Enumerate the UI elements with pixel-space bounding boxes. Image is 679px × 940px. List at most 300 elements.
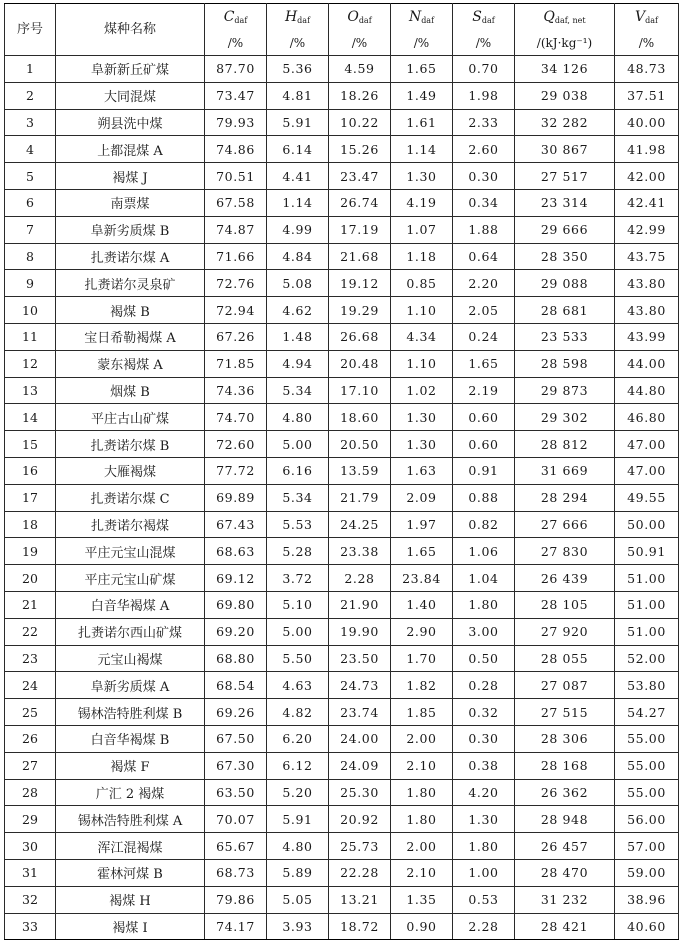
value-cell: 4.63 <box>267 672 329 699</box>
row-index: 9 <box>5 270 56 297</box>
value-cell: 73.47 <box>205 82 267 109</box>
table-row <box>5 833 679 860</box>
value-cell: 55.00 <box>615 752 679 779</box>
header-col: $S_{daf}$ /% <box>453 4 515 56</box>
row-index: 5 <box>5 163 56 190</box>
header-col: $H_{daf}$ /% <box>267 4 329 56</box>
table-row <box>5 672 679 699</box>
value-cell: 1.30 <box>391 431 453 458</box>
value-cell: 59.00 <box>615 859 679 886</box>
value-cell: 20.92 <box>329 806 391 833</box>
table-row <box>5 56 679 83</box>
value-cell: 0.28 <box>453 672 515 699</box>
value-cell: 67.43 <box>205 511 267 538</box>
value-cell: 79.86 <box>205 886 267 913</box>
value-cell: 24.00 <box>329 725 391 752</box>
table-row <box>5 779 679 806</box>
coal-name: 扎赉诺尔煤 A <box>56 243 205 270</box>
value-cell: 49.55 <box>615 484 679 511</box>
row-index: 25 <box>5 699 56 726</box>
value-cell: 0.50 <box>453 645 515 672</box>
value-cell: 1.30 <box>453 806 515 833</box>
table-row <box>5 886 679 913</box>
value-cell: 2.10 <box>391 859 453 886</box>
coal-name: 霍林河煤 B <box>56 859 205 886</box>
value-cell: 6.16 <box>267 457 329 484</box>
value-cell: 68.63 <box>205 538 267 565</box>
coal-name: 褐煤 B <box>56 297 205 324</box>
value-cell: 0.64 <box>453 243 515 270</box>
row-index: 15 <box>5 431 56 458</box>
value-cell: 0.60 <box>453 431 515 458</box>
table-row <box>5 377 679 404</box>
value-cell: 0.30 <box>453 163 515 190</box>
header-col: $V_{daf}$ /% <box>615 4 679 56</box>
value-cell: 72.60 <box>205 431 267 458</box>
value-cell: 28 294 <box>515 484 615 511</box>
value-cell: 71.66 <box>205 243 267 270</box>
coal-name: 平庄古山矿煤 <box>56 404 205 431</box>
value-cell: 28 306 <box>515 725 615 752</box>
value-cell: 2.00 <box>391 725 453 752</box>
value-cell: 6.20 <box>267 725 329 752</box>
value-cell: 28 105 <box>515 591 615 618</box>
value-cell: 18.60 <box>329 404 391 431</box>
value-cell: 1.02 <box>391 377 453 404</box>
value-cell: 4.94 <box>267 350 329 377</box>
value-cell: 31 232 <box>515 886 615 913</box>
value-cell: 53.80 <box>615 672 679 699</box>
table-row <box>5 431 679 458</box>
coal-name: 褐煤 F <box>56 752 205 779</box>
value-cell: 74.70 <box>205 404 267 431</box>
value-cell: 41.98 <box>615 136 679 163</box>
value-cell: 46.80 <box>615 404 679 431</box>
header-col: $O_{daf}$ /% <box>329 4 391 56</box>
value-cell: 52.00 <box>615 645 679 672</box>
value-cell: 1.80 <box>391 806 453 833</box>
value-cell: 5.91 <box>267 109 329 136</box>
value-cell: 1.70 <box>391 645 453 672</box>
value-cell: 44.00 <box>615 350 679 377</box>
value-cell: 4.82 <box>267 699 329 726</box>
value-cell: 67.30 <box>205 752 267 779</box>
row-index: 20 <box>5 565 56 592</box>
value-cell: 50.00 <box>615 511 679 538</box>
value-cell: 19.12 <box>329 270 391 297</box>
coal-name: 平庄元宝山混煤 <box>56 538 205 565</box>
coal-name: 褐煤 H <box>56 886 205 913</box>
value-cell: 17.19 <box>329 216 391 243</box>
value-cell: 51.00 <box>615 565 679 592</box>
value-cell: 63.50 <box>205 779 267 806</box>
value-cell: 2.28 <box>453 913 515 940</box>
row-index: 31 <box>5 859 56 886</box>
value-cell: 68.54 <box>205 672 267 699</box>
value-cell: 44.80 <box>615 377 679 404</box>
value-cell: 1.14 <box>391 136 453 163</box>
value-cell: 0.88 <box>453 484 515 511</box>
value-cell: 38.96 <box>615 886 679 913</box>
value-cell: 5.50 <box>267 645 329 672</box>
coal-properties-table <box>4 3 679 940</box>
table-row <box>5 565 679 592</box>
value-cell: 18.26 <box>329 82 391 109</box>
row-index: 11 <box>5 323 56 350</box>
coal-name: 元宝山褐煤 <box>56 645 205 672</box>
value-cell: 27 920 <box>515 618 615 645</box>
value-cell: 43.80 <box>615 297 679 324</box>
value-cell: 23.47 <box>329 163 391 190</box>
row-index: 6 <box>5 189 56 216</box>
value-cell: 0.82 <box>453 511 515 538</box>
coal-name: 扎赉诺尔褐煤 <box>56 511 205 538</box>
coal-name: 阜新劣质煤 B <box>56 216 205 243</box>
row-index: 27 <box>5 752 56 779</box>
table-row <box>5 484 679 511</box>
row-index: 33 <box>5 913 56 940</box>
table-row <box>5 618 679 645</box>
value-cell: 1.63 <box>391 457 453 484</box>
coal-name: 白音华褐煤 A <box>56 591 205 618</box>
value-cell: 2.00 <box>391 833 453 860</box>
value-cell: 26.68 <box>329 323 391 350</box>
table-body <box>5 56 679 940</box>
coal-name: 烟煤 B <box>56 377 205 404</box>
value-cell: 4.81 <box>267 82 329 109</box>
value-cell: 0.60 <box>453 404 515 431</box>
value-cell: 1.80 <box>453 591 515 618</box>
row-index: 16 <box>5 457 56 484</box>
value-cell: 25.30 <box>329 779 391 806</box>
value-cell: 1.98 <box>453 82 515 109</box>
coal-name: 宝日希勒褐煤 A <box>56 323 205 350</box>
value-cell: 13.59 <box>329 457 391 484</box>
value-cell: 51.00 <box>615 618 679 645</box>
value-cell: 27 087 <box>515 672 615 699</box>
value-cell: 71.85 <box>205 350 267 377</box>
value-cell: 3.93 <box>267 913 329 940</box>
row-index: 18 <box>5 511 56 538</box>
value-cell: 1.30 <box>391 163 453 190</box>
value-cell: 34 126 <box>515 56 615 83</box>
coal-name: 蒙东褐煤 A <box>56 350 205 377</box>
table-row <box>5 350 679 377</box>
value-cell: 4.20 <box>453 779 515 806</box>
value-cell: 74.36 <box>205 377 267 404</box>
value-cell: 27 830 <box>515 538 615 565</box>
value-cell: 1.06 <box>453 538 515 565</box>
value-cell: 0.32 <box>453 699 515 726</box>
value-cell: 27 517 <box>515 163 615 190</box>
table-row <box>5 297 679 324</box>
header-coal-name: 煤种名称 <box>56 4 205 56</box>
value-cell: 72.76 <box>205 270 267 297</box>
value-cell: 48.73 <box>615 56 679 83</box>
row-index: 32 <box>5 886 56 913</box>
table-header <box>5 4 679 56</box>
coal-name: 上都混煤 A <box>56 136 205 163</box>
value-cell: 2.09 <box>391 484 453 511</box>
value-cell: 1.80 <box>453 833 515 860</box>
value-cell: 3.00 <box>453 618 515 645</box>
value-cell: 4.19 <box>391 189 453 216</box>
value-cell: 40.60 <box>615 913 679 940</box>
row-index: 17 <box>5 484 56 511</box>
coal-name: 广汇 2 褐煤 <box>56 779 205 806</box>
table-row <box>5 216 679 243</box>
value-cell: 0.38 <box>453 752 515 779</box>
value-cell: 27 515 <box>515 699 615 726</box>
value-cell: 28 812 <box>515 431 615 458</box>
coal-name: 扎赉诺尔西山矿煤 <box>56 618 205 645</box>
value-cell: 31 669 <box>515 457 615 484</box>
coal-name: 大雁褐煤 <box>56 457 205 484</box>
value-cell: 15.26 <box>329 136 391 163</box>
coal-name: 扎赉诺尔煤 C <box>56 484 205 511</box>
value-cell: 74.17 <box>205 913 267 940</box>
coal-name: 阜新劣质煤 A <box>56 672 205 699</box>
value-cell: 5.05 <box>267 886 329 913</box>
table-row <box>5 645 679 672</box>
value-cell: 1.82 <box>391 672 453 699</box>
value-cell: 0.53 <box>453 886 515 913</box>
value-cell: 5.28 <box>267 538 329 565</box>
value-cell: 87.70 <box>205 56 267 83</box>
value-cell: 26 439 <box>515 565 615 592</box>
value-cell: 43.80 <box>615 270 679 297</box>
value-cell: 2.20 <box>453 270 515 297</box>
value-cell: 43.75 <box>615 243 679 270</box>
value-cell: 4.99 <box>267 216 329 243</box>
value-cell: 24.25 <box>329 511 391 538</box>
value-cell: 4.84 <box>267 243 329 270</box>
coal-name: 阜新新丘矿煤 <box>56 56 205 83</box>
value-cell: 2.90 <box>391 618 453 645</box>
value-cell: 23 533 <box>515 323 615 350</box>
value-cell: 26 362 <box>515 779 615 806</box>
value-cell: 68.80 <box>205 645 267 672</box>
value-cell: 23.38 <box>329 538 391 565</box>
value-cell: 0.90 <box>391 913 453 940</box>
coal-name: 大同混煤 <box>56 82 205 109</box>
value-cell: 2.28 <box>329 565 391 592</box>
table-row <box>5 752 679 779</box>
row-index: 24 <box>5 672 56 699</box>
value-cell: 0.70 <box>453 56 515 83</box>
table-row <box>5 323 679 350</box>
table-row <box>5 136 679 163</box>
value-cell: 70.07 <box>205 806 267 833</box>
value-cell: 5.34 <box>267 377 329 404</box>
value-cell: 1.80 <box>391 779 453 806</box>
value-cell: 1.35 <box>391 886 453 913</box>
row-index: 26 <box>5 725 56 752</box>
row-index: 10 <box>5 297 56 324</box>
value-cell: 1.40 <box>391 591 453 618</box>
coal-name: 锡林浩特胜利煤 B <box>56 699 205 726</box>
coal-name: 平庄元宝山矿煤 <box>56 565 205 592</box>
value-cell: 1.30 <box>391 404 453 431</box>
value-cell: 21.68 <box>329 243 391 270</box>
value-cell: 1.10 <box>391 297 453 324</box>
value-cell: 5.00 <box>267 431 329 458</box>
value-cell: 19.90 <box>329 618 391 645</box>
value-cell: 28 948 <box>515 806 615 833</box>
coal-name: 南票煤 <box>56 189 205 216</box>
coal-name: 褐煤 J <box>56 163 205 190</box>
value-cell: 1.88 <box>453 216 515 243</box>
value-cell: 1.97 <box>391 511 453 538</box>
row-index: 19 <box>5 538 56 565</box>
value-cell: 42.99 <box>615 216 679 243</box>
value-cell: 42.00 <box>615 163 679 190</box>
value-cell: 50.91 <box>615 538 679 565</box>
value-cell: 72.94 <box>205 297 267 324</box>
value-cell: 79.93 <box>205 109 267 136</box>
coal-name: 白音华褐煤 B <box>56 725 205 752</box>
row-index: 29 <box>5 806 56 833</box>
value-cell: 3.72 <box>267 565 329 592</box>
coal-name: 锡林浩特胜利煤 A <box>56 806 205 833</box>
value-cell: 30 867 <box>515 136 615 163</box>
value-cell: 0.24 <box>453 323 515 350</box>
value-cell: 1.00 <box>453 859 515 886</box>
value-cell: 40.00 <box>615 109 679 136</box>
value-cell: 1.65 <box>453 350 515 377</box>
table-row <box>5 699 679 726</box>
value-cell: 67.58 <box>205 189 267 216</box>
row-index: 21 <box>5 591 56 618</box>
coal-name: 褐煤 I <box>56 913 205 940</box>
value-cell: 1.14 <box>267 189 329 216</box>
table-row <box>5 538 679 565</box>
value-cell: 43.99 <box>615 323 679 350</box>
value-cell: 67.26 <box>205 323 267 350</box>
value-cell: 74.86 <box>205 136 267 163</box>
value-cell: 1.18 <box>391 243 453 270</box>
value-cell: 23 314 <box>515 189 615 216</box>
row-index: 28 <box>5 779 56 806</box>
value-cell: 2.10 <box>391 752 453 779</box>
value-cell: 13.21 <box>329 886 391 913</box>
row-index: 3 <box>5 109 56 136</box>
coal-name: 扎赉诺尔煤 B <box>56 431 205 458</box>
value-cell: 68.73 <box>205 859 267 886</box>
value-cell: 5.53 <box>267 511 329 538</box>
value-cell: 4.34 <box>391 323 453 350</box>
value-cell: 1.65 <box>391 56 453 83</box>
value-cell: 28 168 <box>515 752 615 779</box>
value-cell: 5.20 <box>267 779 329 806</box>
value-cell: 32 282 <box>515 109 615 136</box>
value-cell: 1.85 <box>391 699 453 726</box>
header-col: $N_{daf}$ /% <box>391 4 453 56</box>
table-row <box>5 109 679 136</box>
value-cell: 22.28 <box>329 859 391 886</box>
value-cell: 20.50 <box>329 431 391 458</box>
value-cell: 69.89 <box>205 484 267 511</box>
value-cell: 6.12 <box>267 752 329 779</box>
row-index: 1 <box>5 56 56 83</box>
value-cell: 69.80 <box>205 591 267 618</box>
value-cell: 1.04 <box>453 565 515 592</box>
value-cell: 28 055 <box>515 645 615 672</box>
value-cell: 4.80 <box>267 404 329 431</box>
value-cell: 23.74 <box>329 699 391 726</box>
value-cell: 4.80 <box>267 833 329 860</box>
value-cell: 42.41 <box>615 189 679 216</box>
value-cell: 54.27 <box>615 699 679 726</box>
value-cell: 69.20 <box>205 618 267 645</box>
table-row <box>5 404 679 431</box>
value-cell: 1.07 <box>391 216 453 243</box>
value-cell: 28 421 <box>515 913 615 940</box>
value-cell: 26.74 <box>329 189 391 216</box>
value-cell: 2.05 <box>453 297 515 324</box>
value-cell: 0.91 <box>453 457 515 484</box>
value-cell: 5.89 <box>267 859 329 886</box>
value-cell: 4.62 <box>267 297 329 324</box>
value-cell: 23.50 <box>329 645 391 672</box>
value-cell: 6.14 <box>267 136 329 163</box>
value-cell: 19.29 <box>329 297 391 324</box>
value-cell: 29 038 <box>515 82 615 109</box>
table-row <box>5 82 679 109</box>
value-cell: 55.00 <box>615 779 679 806</box>
value-cell: 4.41 <box>267 163 329 190</box>
value-cell: 29 088 <box>515 270 615 297</box>
value-cell: 74.87 <box>205 216 267 243</box>
header-col: $Q_{daf, net}$ /(kJ·kg⁻¹) <box>515 4 615 56</box>
table-row <box>5 511 679 538</box>
row-index: 22 <box>5 618 56 645</box>
row-index: 8 <box>5 243 56 270</box>
value-cell: 18.72 <box>329 913 391 940</box>
value-cell: 5.10 <box>267 591 329 618</box>
value-cell: 0.34 <box>453 189 515 216</box>
value-cell: 77.72 <box>205 457 267 484</box>
value-cell: 26 457 <box>515 833 615 860</box>
row-index: 4 <box>5 136 56 163</box>
value-cell: 1.10 <box>391 350 453 377</box>
value-cell: 5.91 <box>267 806 329 833</box>
value-cell: 1.49 <box>391 82 453 109</box>
value-cell: 2.33 <box>453 109 515 136</box>
table-row <box>5 189 679 216</box>
value-cell: 2.19 <box>453 377 515 404</box>
value-cell: 51.00 <box>615 591 679 618</box>
value-cell: 5.34 <box>267 484 329 511</box>
value-cell: 70.51 <box>205 163 267 190</box>
value-cell: 5.36 <box>267 56 329 83</box>
value-cell: 67.50 <box>205 725 267 752</box>
value-cell: 0.30 <box>453 725 515 752</box>
row-index: 30 <box>5 833 56 860</box>
value-cell: 24.73 <box>329 672 391 699</box>
value-cell: 29 302 <box>515 404 615 431</box>
value-cell: 69.12 <box>205 565 267 592</box>
value-cell: 69.26 <box>205 699 267 726</box>
table-row <box>5 725 679 752</box>
coal-name: 扎赉诺尔灵泉矿 <box>56 270 205 297</box>
value-cell: 65.67 <box>205 833 267 860</box>
row-index: 14 <box>5 404 56 431</box>
value-cell: 1.65 <box>391 538 453 565</box>
row-index: 2 <box>5 82 56 109</box>
value-cell: 57.00 <box>615 833 679 860</box>
value-cell: 2.60 <box>453 136 515 163</box>
